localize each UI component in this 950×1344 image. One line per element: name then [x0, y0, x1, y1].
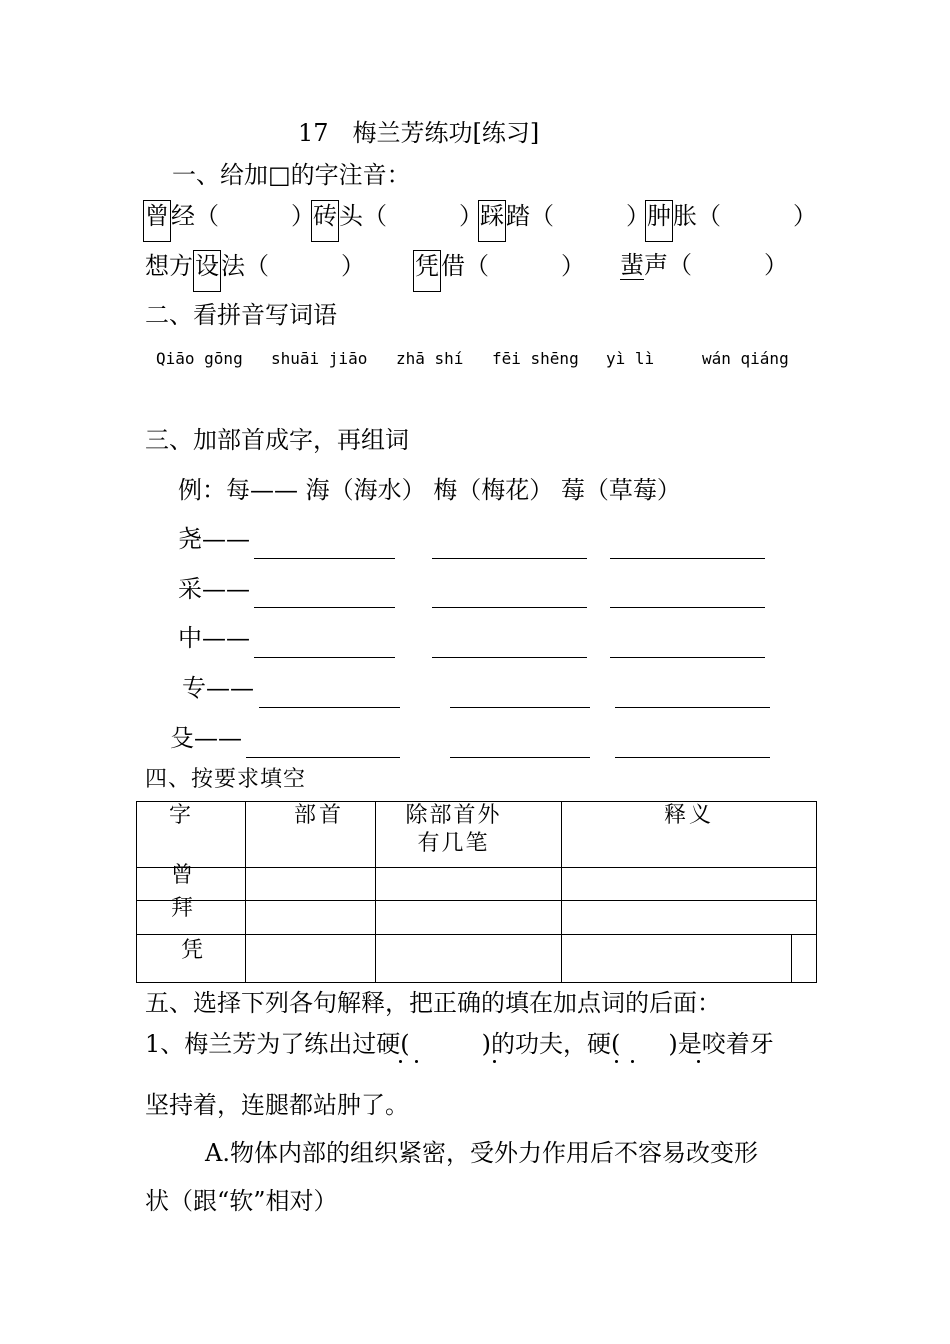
- table-header: 除部首外 有几笔: [405, 803, 502, 856]
- table-row: [137, 935, 817, 983]
- answer-blank[interactable]: [450, 707, 590, 708]
- phonetic-item[interactable]: [620, 250, 788, 280]
- emphasis-dot: [399, 1060, 402, 1063]
- emphasis-dot: [493, 1060, 496, 1063]
- answer-blank[interactable]: [254, 558, 395, 559]
- phonetic-item[interactable]: [645, 200, 817, 242]
- page-title: 17 梅兰芳练功[练习]: [298, 119, 540, 147]
- phonetic-item[interactable]: [478, 200, 650, 242]
- item-rest: 踏（ ）: [506, 202, 650, 230]
- answer-blank[interactable]: [432, 558, 587, 559]
- item-rest: 借（ ）: [441, 252, 585, 280]
- answer-blank[interactable]: [610, 657, 765, 658]
- pinyin-word: yì lì: [606, 349, 655, 368]
- cell-divider: [791, 935, 792, 982]
- boxed-char: 肿: [645, 200, 673, 242]
- item-rest: 声（ ）: [644, 251, 788, 279]
- answer-blank[interactable]: [254, 607, 395, 608]
- table-input-cell[interactable]: [562, 935, 817, 983]
- table-input-cell[interactable]: [562, 901, 817, 935]
- answer-blank[interactable]: [615, 707, 770, 708]
- table-header: 释义: [663, 803, 714, 828]
- boxed-char: 踩: [478, 200, 506, 242]
- answer-blank[interactable]: [259, 707, 400, 708]
- answer-blank[interactable]: [254, 657, 395, 658]
- table-cell-char: 拜: [171, 896, 194, 921]
- boxed-char: 砖: [311, 200, 339, 242]
- table-input-cell[interactable]: [562, 868, 817, 901]
- answer-blank[interactable]: [246, 757, 400, 758]
- pinyin-word: fēi shēng: [492, 349, 579, 368]
- pinyin-word: zhā shí: [396, 349, 464, 368]
- table-input-cell[interactable]: [246, 901, 376, 935]
- radical-item: 殳——: [170, 724, 242, 752]
- question-1-line2: 坚持着，连腿都站肿了。: [145, 1091, 409, 1119]
- pinyin-word: wán qiáng: [702, 349, 789, 368]
- item-rest: 法（ ）: [221, 252, 365, 280]
- question-1-line1: 1、梅兰芳为了练出过硬( )的功夫，硬( )是咬着牙: [145, 1030, 774, 1058]
- item-rest: 头（ ）: [339, 202, 483, 230]
- option-a-line1: A.物体内部的组织紧密，受外力作用后不容易改变形: [205, 1139, 758, 1167]
- item-prefix: 想方: [145, 252, 193, 280]
- emphasis-dot: [697, 1060, 700, 1063]
- table-header: 部首: [294, 803, 345, 828]
- item-rest: 经（ ）: [171, 202, 315, 230]
- emphasis-dot: [615, 1060, 618, 1063]
- boxed-char: 凭: [413, 250, 441, 292]
- table-input-cell[interactable]: [246, 935, 376, 983]
- boxed-char: 曾: [143, 200, 171, 242]
- section5-heading: 五、选择下列各句解释，把正确的填在加点词的后面：: [145, 989, 721, 1017]
- emphasis-dot: [631, 1060, 634, 1063]
- phonetic-item[interactable]: [145, 250, 365, 292]
- boxed-char: 设: [193, 250, 221, 292]
- answer-blank[interactable]: [432, 657, 587, 658]
- answer-blank[interactable]: [615, 757, 770, 758]
- table-input-cell[interactable]: [376, 901, 562, 935]
- answer-blank[interactable]: [450, 757, 590, 758]
- pinyin-word: Qiāo gōng: [156, 349, 243, 368]
- answer-blank[interactable]: [610, 558, 765, 559]
- fill-table: [136, 801, 817, 983]
- table-cell-char: 曾: [171, 863, 194, 888]
- answer-blank[interactable]: [432, 607, 587, 608]
- section1-heading: 一、给加□的字注音：: [172, 161, 411, 189]
- underlined-char: 蜚: [620, 251, 644, 279]
- section4-heading: 四、按要求填空: [145, 767, 307, 792]
- radical-item: 专——: [182, 674, 254, 702]
- emphasis-dot: [415, 1060, 418, 1063]
- phonetic-item[interactable]: [413, 250, 585, 292]
- option-a-line2: 状（跟“软”相对）: [145, 1187, 338, 1215]
- table-input-cell[interactable]: [376, 935, 562, 983]
- item-rest: 胀（ ）: [673, 202, 817, 230]
- radical-item: 中——: [178, 624, 250, 652]
- table-row: [137, 901, 817, 935]
- table-input-cell[interactable]: [376, 868, 562, 901]
- table-header: 字: [169, 803, 192, 828]
- phonetic-item[interactable]: [311, 200, 483, 242]
- table-input-cell[interactable]: [246, 868, 376, 901]
- radical-item: 采——: [178, 575, 250, 603]
- phonetic-item[interactable]: [143, 200, 315, 242]
- example-line: 例：每—— 海（海水） 梅（梅花） 莓（草莓）: [178, 476, 681, 504]
- answer-blank[interactable]: [610, 607, 765, 608]
- section2-heading: 二、看拼音写词语: [145, 301, 337, 329]
- table-cell-char: 凭: [181, 938, 204, 963]
- radical-item: 尧——: [178, 525, 250, 553]
- pinyin-word: shuāi jiāo: [271, 349, 368, 368]
- section3-heading: 三、加部首成字，再组词: [145, 426, 409, 454]
